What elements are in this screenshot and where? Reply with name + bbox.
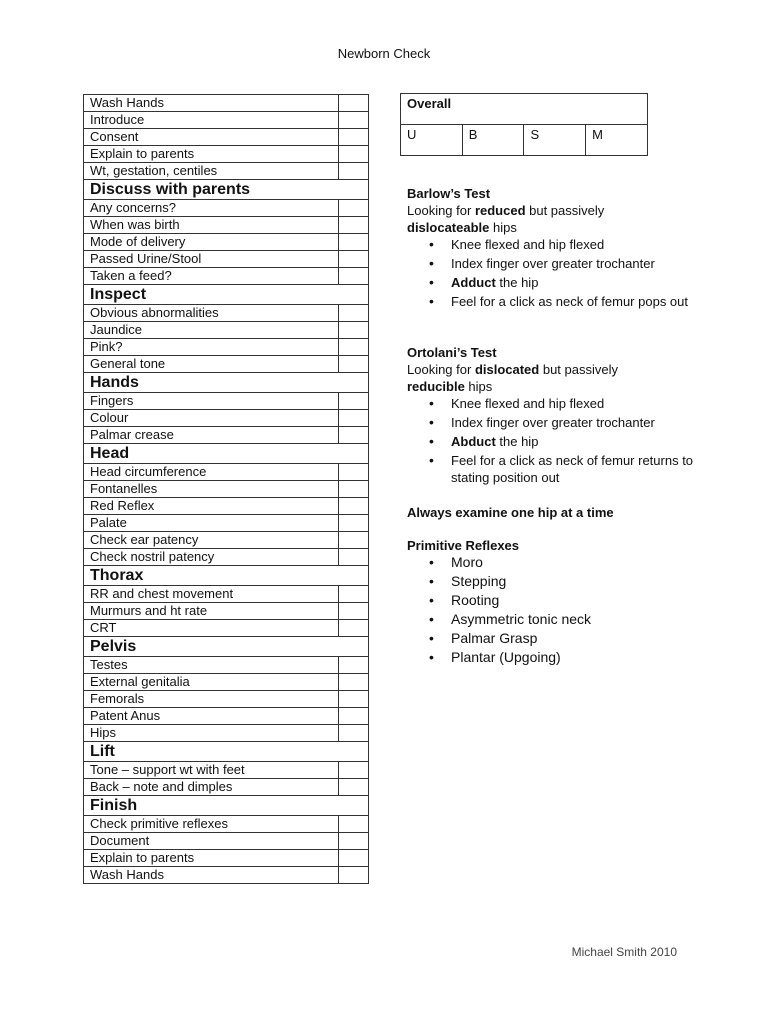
checklist-row	[84, 674, 369, 691]
checklist-label: Fontanelles	[84, 481, 339, 498]
checklist-row	[84, 725, 369, 742]
page-title: Newborn Check	[337, 46, 431, 61]
checklist-section	[84, 180, 369, 200]
checklist-label: Pink?	[84, 339, 339, 356]
checklist-checkbox[interactable]	[339, 251, 369, 268]
checklist-checkbox[interactable]	[339, 620, 369, 637]
section-heading: Pelvis	[84, 637, 369, 657]
checklist-row	[84, 339, 369, 356]
checklist-row	[84, 549, 369, 566]
checklist-row	[84, 322, 369, 339]
checklist-row	[84, 833, 369, 850]
checklist-label: Check primitive reflexes	[84, 816, 339, 833]
checklist-row	[84, 427, 369, 444]
checklist-label: Patent Anus	[84, 708, 339, 725]
section-heading: Finish	[84, 796, 369, 816]
overall-option-u[interactable]: U	[401, 125, 463, 156]
checklist-row	[84, 498, 369, 515]
checklist-checkbox[interactable]	[339, 498, 369, 515]
checklist-label: Obvious abnormalities	[84, 305, 339, 322]
checklist-row	[84, 129, 369, 146]
checklist-checkbox[interactable]	[339, 762, 369, 779]
checklist-label: Wt, gestation, centiles	[84, 163, 339, 180]
list-item: • Stepping	[451, 573, 727, 590]
checklist-checkbox[interactable]	[339, 129, 369, 146]
overall-option-b[interactable]: B	[462, 125, 524, 156]
section-heading: Hands	[84, 373, 369, 393]
barlow-line1: Looking for reduced but passively	[407, 203, 605, 218]
checklist-label: Fingers	[84, 393, 339, 410]
checklist-label: When was birth	[84, 217, 339, 234]
list-item: • Abduct the hip	[451, 433, 727, 450]
checklist-label: Mode of delivery	[84, 234, 339, 251]
checklist-label: Jaundice	[84, 322, 339, 339]
checklist-checkbox[interactable]	[339, 464, 369, 481]
checklist-row	[84, 305, 369, 322]
reflexes-heading: Primitive Reflexes	[407, 538, 520, 553]
checklist-label: Any concerns?	[84, 200, 339, 217]
checklist-row	[84, 163, 369, 180]
checklist-checkbox[interactable]	[339, 657, 369, 674]
list-item: • Adduct the hip	[451, 274, 727, 291]
checklist-label: Palate	[84, 515, 339, 532]
checklist-row	[84, 762, 369, 779]
checklist-label: Explain to parents	[84, 850, 339, 867]
checklist-row	[84, 657, 369, 674]
footer-author: Michael Smith 2010	[571, 945, 677, 959]
checklist-checkbox[interactable]	[339, 200, 369, 217]
reflexes-list	[407, 554, 727, 666]
checklist-label: External genitalia	[84, 674, 339, 691]
checklist-section	[84, 742, 369, 762]
checklist-row	[84, 586, 369, 603]
list-item: • Palmar Grasp	[451, 630, 727, 647]
checklist-checkbox[interactable]	[339, 322, 369, 339]
checklist-label: Check nostril patency	[84, 549, 339, 566]
checklist-checkbox[interactable]	[339, 549, 369, 566]
ortolani-bullets	[407, 395, 727, 486]
checklist-checkbox[interactable]	[339, 146, 369, 163]
checklist-checkbox[interactable]	[339, 95, 369, 112]
checklist-checkbox[interactable]	[339, 816, 369, 833]
checklist-label: Colour	[84, 410, 339, 427]
checklist-label: Tone – support wt with feet	[84, 762, 339, 779]
overall-option-s[interactable]: S	[524, 125, 586, 156]
section-heading: Lift	[84, 742, 369, 762]
checklist-section	[84, 285, 369, 305]
list-item: • Index finger over greater trochanter	[451, 255, 727, 272]
checklist-label: CRT	[84, 620, 339, 637]
list-item: • Moro	[451, 554, 727, 571]
checklist-checkbox[interactable]	[339, 268, 369, 285]
overall-header: Overall	[401, 94, 648, 125]
checklist-row	[84, 850, 369, 867]
checklist-checkbox[interactable]	[339, 305, 369, 322]
checklist-checkbox[interactable]	[339, 725, 369, 742]
checklist-checkbox[interactable]	[339, 850, 369, 867]
checklist-label: Document	[84, 833, 339, 850]
checklist-row	[84, 217, 369, 234]
list-item: • Plantar (Upgoing)	[451, 649, 727, 666]
checklist-label: RR and chest movement	[84, 586, 339, 603]
ortolani-line2: reducible hips	[407, 379, 493, 394]
checklist-checkbox[interactable]	[339, 515, 369, 532]
checklist-section	[84, 444, 369, 464]
checklist-checkbox[interactable]	[339, 356, 369, 373]
checklist-row	[84, 708, 369, 725]
checklist-label: Femorals	[84, 691, 339, 708]
list-item: • Asymmetric tonic neck	[451, 611, 727, 628]
checklist-checkbox[interactable]	[339, 674, 369, 691]
checklist-row	[84, 410, 369, 427]
checklist-section	[84, 796, 369, 816]
checklist-row	[84, 816, 369, 833]
checklist-row	[84, 867, 369, 884]
checklist-row	[84, 532, 369, 549]
checklist-checkbox[interactable]	[339, 867, 369, 884]
list-item: • Feel for a click as neck of femur returns to stating position out	[451, 452, 727, 486]
checklist-label: Passed Urine/Stool	[84, 251, 339, 268]
checklist-row	[84, 691, 369, 708]
checklist-checkbox[interactable]	[339, 393, 369, 410]
checklist-row	[84, 251, 369, 268]
checklist-checkbox[interactable]	[339, 708, 369, 725]
checklist-row	[84, 146, 369, 163]
checklist-checkbox[interactable]	[339, 532, 369, 549]
checklist-checkbox[interactable]	[339, 833, 369, 850]
barlow-bullets	[407, 236, 727, 310]
checklist-label: Introduce	[84, 112, 339, 129]
notes-column	[407, 185, 727, 668]
checklist-row	[84, 779, 369, 796]
checklist-label: General tone	[84, 356, 339, 373]
overall-option-m[interactable]: M	[586, 125, 648, 156]
checklist-row	[84, 112, 369, 129]
checklist-checkbox[interactable]	[339, 234, 369, 251]
checklist-row	[84, 603, 369, 620]
checklist-checkbox[interactable]	[339, 112, 369, 129]
checklist-row	[84, 234, 369, 251]
checklist-label: Red Reflex	[84, 498, 339, 515]
list-item: • Index finger over greater trochanter	[451, 414, 727, 431]
checklist-row	[84, 356, 369, 373]
checklist-label: Palmar crease	[84, 427, 339, 444]
ortolani-line1: Looking for dislocated but passively	[407, 362, 618, 377]
checklist-label: Wash Hands	[84, 95, 339, 112]
list-item: • Knee flexed and hip flexed	[451, 395, 727, 412]
checklist-checkbox[interactable]	[339, 163, 369, 180]
checklist-checkbox[interactable]	[339, 779, 369, 796]
section-heading: Inspect	[84, 285, 369, 305]
checklist-label: Check ear patency	[84, 532, 339, 549]
checklist-label: Back – note and dimples	[84, 779, 339, 796]
section-heading: Thorax	[84, 566, 369, 586]
checklist-label: Taken a feed?	[84, 268, 339, 285]
checklist-row	[84, 268, 369, 285]
section-heading: Head	[84, 444, 369, 464]
checklist-row	[84, 481, 369, 498]
list-item: • Rooting	[451, 592, 727, 609]
checklist-label: Consent	[84, 129, 339, 146]
always-note: Always examine one hip at a time	[407, 505, 614, 520]
overall-table	[400, 93, 648, 156]
checklist-checkbox[interactable]	[339, 691, 369, 708]
ortolani-heading: Ortolani’s Test	[407, 345, 497, 360]
checklist-label: Testes	[84, 657, 339, 674]
checklist-row	[84, 620, 369, 637]
list-item: • Knee flexed and hip flexed	[451, 236, 727, 253]
barlow-line2: dislocateable hips	[407, 220, 517, 235]
checklist-section	[84, 637, 369, 657]
checklist-row	[84, 95, 369, 112]
list-item: • Feel for a click as neck of femur pops out	[451, 293, 727, 310]
checklist-row	[84, 393, 369, 410]
checklist-checkbox[interactable]	[339, 603, 369, 620]
checklist-checkbox[interactable]	[339, 481, 369, 498]
checklist-checkbox[interactable]	[339, 217, 369, 234]
checklist-checkbox[interactable]	[339, 410, 369, 427]
checklist-checkbox[interactable]	[339, 339, 369, 356]
checklist-label: Hips	[84, 725, 339, 742]
barlow-heading: Barlow’s Test	[407, 186, 491, 201]
checklist-label: Murmurs and ht rate	[84, 603, 339, 620]
checklist-row	[84, 464, 369, 481]
checklist-section	[84, 566, 369, 586]
section-heading: Discuss with parents	[84, 180, 369, 200]
checklist-checkbox[interactable]	[339, 586, 369, 603]
checklist-label: Explain to parents	[84, 146, 339, 163]
checklist-section	[84, 373, 369, 393]
checklist-label: Head circumference	[84, 464, 339, 481]
checklist-row	[84, 200, 369, 217]
checklist-label: Wash Hands	[84, 867, 339, 884]
checklist-checkbox[interactable]	[339, 427, 369, 444]
checklist-row	[84, 515, 369, 532]
checklist-table	[83, 94, 369, 884]
